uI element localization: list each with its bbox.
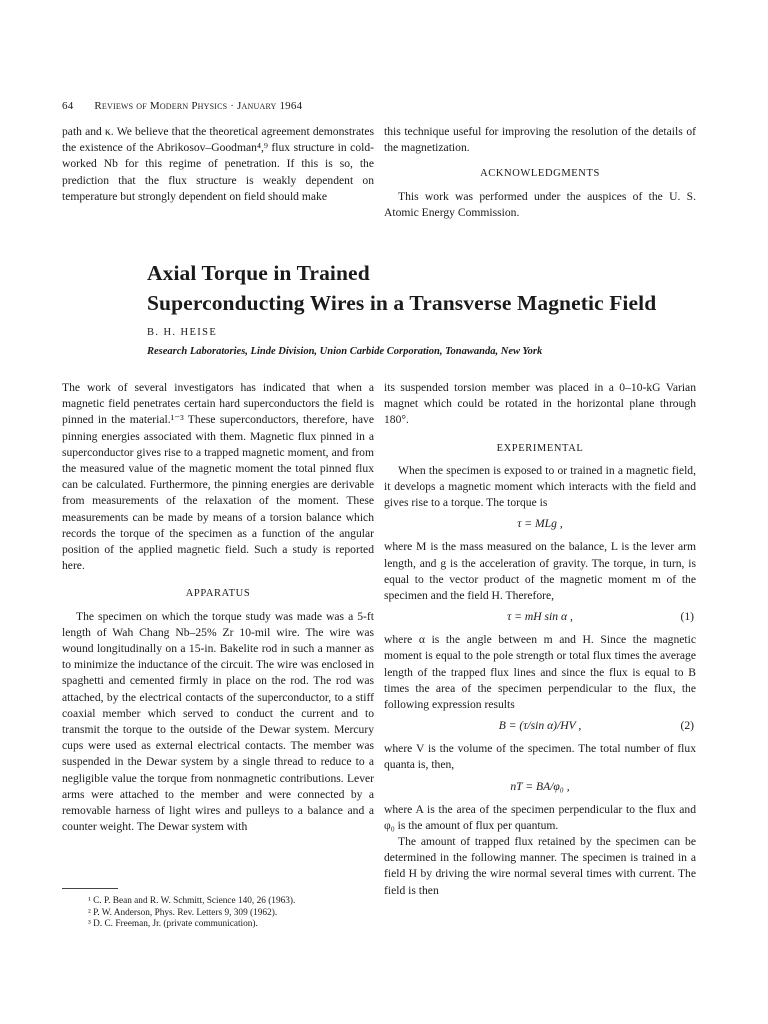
intro-paragraph: The work of several investigators has indicated that when a magnetic field penetrates certain hard superconductors the field is pinned in the material.¹⁻³ These superconductors, therefore, have pinning energies associated with them. Magnetic flux pinned in a superconductor gives rise to a trapped magnetic moment, and from the measured value of the magnetic moment the total pinned flux can be calculated. Furthermore, the pinning energies are derivable from measurements of the relaxation of the moment. These measurements can be made by means of a torsion balance which records the torque of the specimen as a function of the angular position of the applied magnetic field. Such a study is reported here. [62, 381, 374, 573]
page-number: 64 [62, 100, 74, 112]
article-author: B. H. HEISE [147, 327, 218, 338]
experimental-paragraph-4: where V is the volume of the specimen. The total number of flux quanta is, then, [384, 742, 696, 772]
acknowledgments-heading: ACKNOWLEDGMENTS [480, 168, 600, 180]
equation-3 [384, 778, 696, 796]
previous-article-conclusion: this technique useful for improving the resolution of the details of the magnetization. [384, 125, 696, 155]
footnote-3: ³ D. C. Freeman, Jr. (private communication). [88, 919, 258, 929]
journal-name: Reviews of Modern Physics · January 1964 [94, 100, 303, 112]
title-line-1: Axial Torque in Trained [147, 261, 370, 285]
left-column [62, 380, 374, 835]
experimental-paragraph-5: where A is the area of the specimen perpendicular to the flux and φ₀ is the amount of flux per quantum. [384, 802, 696, 832]
equation-2-number: (2) [680, 719, 694, 733]
equation-1-number: (1) [680, 610, 694, 624]
apparatus-paragraph: The specimen on which the torque study was made was a 5-ft length of Wah Chang Nb–25% Zr 10-mil wire. The wire was wound longitudinally on a 15-in. Bakelite rod in such a manner as to minimize the inductance of the circuit. The wire was enclosed in spaghetti and cemented firmly in place on the rod. The rod was attached, by the electrical contacts of the superconductor, to a stiff coaxial member which served to conduct the current and to transmit the torque to the outside of the Dewar system. Mercury cups were used as external electrical contacts. The member was suspended in the Dewar system by a single thread to reduce to a negligible value the torque from nonmagnetic contributions. Lever arms were attached to the member and were connected by a removable harness of light wires and pulleys to a balance and a counter weight. The Dewar system with [62, 609, 374, 834]
experimental-heading: EXPERIMENTAL [496, 442, 584, 454]
right-column [384, 380, 696, 899]
title-line-2: Superconducting Wires in a Transverse Magnetic Field [147, 291, 657, 315]
continuation-paragraph: its suspended torsion member was placed in a 0–10-kG Varian magnet which could be rotated in the horizontal plane through 180°. [384, 381, 696, 427]
experimental-paragraph-3: where α is the angle between m and H. Since the magnetic moment is equal to the pole strength or total flux times the average length of the trapped flux lines and since the flux is equal to B times the area of the specimen perpendicular to the flux, the following expression results [384, 633, 696, 712]
previous-article-ending: path and κ. We believe that the theoretical agreement demonstrates the existence of the Abrikosov–Goodman⁴,⁹ flux structure in cold-worked Nb for this regime of penetration. If this is so, the prediction that the flux structure is weakly dependent on temperature but strongly dependent on field should make [62, 125, 374, 203]
equation-3-text: nT = BA/φ₀ , [510, 779, 570, 793]
equation-2-text: B = (τ/sin α)/HV , [498, 719, 582, 733]
equation-1 [384, 608, 696, 626]
equation-1-text: τ = mH sin α , [507, 610, 573, 624]
acknowledgments-text: This work was performed under the auspices of the U. S. Atomic Energy Commission. [384, 189, 696, 219]
top-right-column [384, 124, 696, 221]
equation-2 [384, 717, 696, 735]
top-left-column [62, 124, 374, 205]
article-title [147, 258, 656, 318]
article-affiliation: Research Laboratories, Linde Division, Union Carbide Corporation, Tonawanda, New York [147, 346, 543, 357]
experimental-paragraph-2: where M is the mass measured on the balance, L is the lever arm length, and g is the acceleration of gravity. The torque, in turn, is equal to the vector product of the magnetic moment m of the specimen and the field H. Therefore, [384, 540, 696, 603]
equation-torque-text: τ = MLg , [517, 517, 563, 531]
running-head [62, 100, 302, 112]
footnotes [62, 896, 374, 931]
footnote-rule [62, 888, 118, 889]
equation-torque [384, 515, 696, 533]
footnote-2: ² P. W. Anderson, Phys. Rev. Letters 9, 309 (1962). [88, 907, 278, 918]
apparatus-heading: APPARATUS [185, 588, 251, 600]
experimental-paragraph-6: The amount of trapped flux retained by the specimen can be determined in the following manner. The specimen is trained in a field H by driving the wire normal several times with current. The field is then [384, 835, 696, 897]
footnote-1: ¹ C. P. Bean and R. W. Schmitt, Science 140, 26 (1963). [88, 896, 296, 906]
experimental-paragraph-1: When the specimen is exposed to or trained in a magnetic field, it develops a magnetic moment which interacts with the field and gives rise to a torque. The torque is [384, 463, 696, 510]
